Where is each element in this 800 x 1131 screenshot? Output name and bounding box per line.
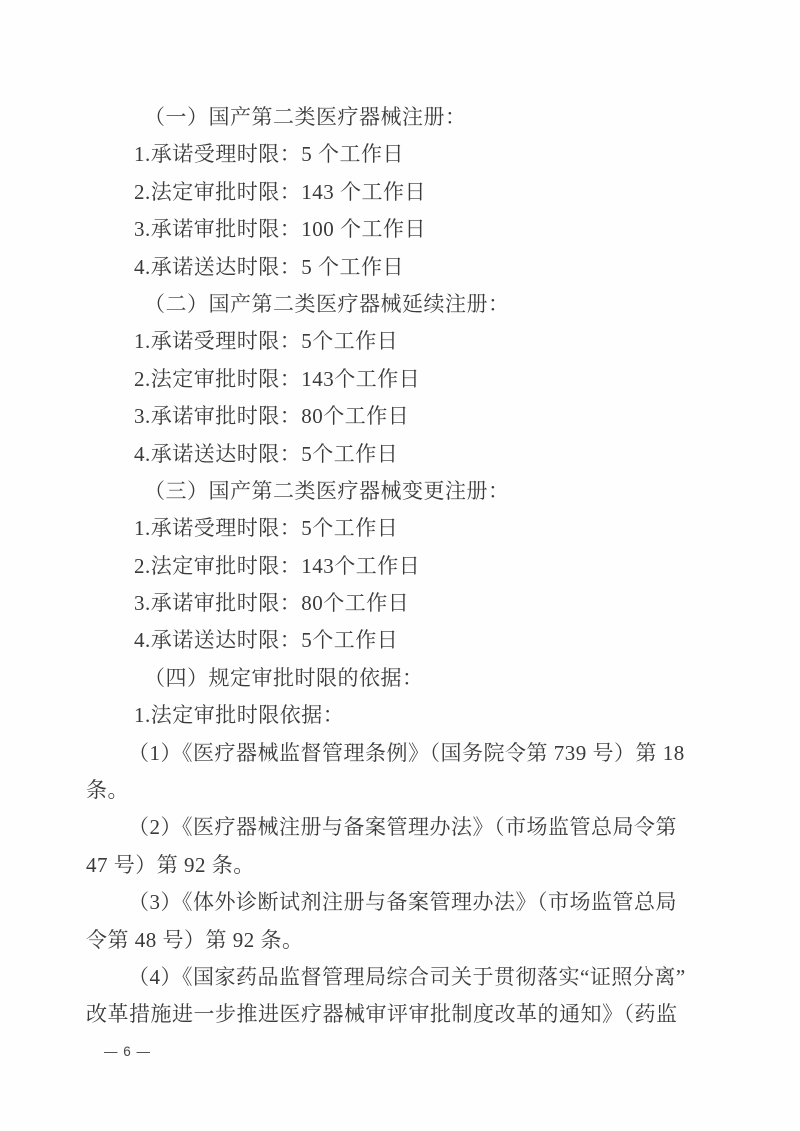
list-item: 4.承诺送达时限：5 个工作日 <box>134 254 404 279</box>
list-item: 3.承诺审批时限：80个工作日 <box>134 591 410 616</box>
list-item: 2.法定审批时限：143个工作日 <box>134 553 421 578</box>
reference-line: （2）《医疗器械注册与备案管理办法》（市场监管总局令第 <box>128 815 677 840</box>
section-heading-2: （二）国产第二类医疗器械延续注册： <box>144 291 510 316</box>
reference-line: 改革措施进一步推进医疗器械审评审批制度改革的通知》（药监 <box>86 1002 678 1027</box>
section-heading-3: （三）国产第二类医疗器械变更注册： <box>144 478 510 503</box>
list-item: 3.承诺审批时限：100 个工作日 <box>134 217 426 242</box>
list-item: 3.承诺审批时限：80个工作日 <box>134 404 410 429</box>
list-item: 1.承诺受理时限：5个工作日 <box>134 329 399 354</box>
reference-line: （4）《国家药品监督管理局综合司关于贯彻落实“证照分离” <box>128 964 686 989</box>
reference-line: （1）《医疗器械监督管理条例》（国务院令第 739 号）第 18 <box>128 740 685 765</box>
list-item: 2.法定审批时限：143 个工作日 <box>134 179 426 204</box>
list-item: 1.法定审批时限依据： <box>134 703 345 728</box>
list-item: 1.承诺受理时限：5个工作日 <box>134 516 399 541</box>
section-heading-1: （一）国产第二类医疗器械注册： <box>144 105 467 129</box>
reference-line: 条。 <box>86 778 129 803</box>
reference-line: 令第 48 号）第 92 条。 <box>86 927 304 952</box>
list-item: 1.承诺受理时限：5 个工作日 <box>134 142 404 167</box>
list-item: 4.承诺送达时限：5个工作日 <box>134 441 399 466</box>
section-heading-4: （四）规定审批时限的依据： <box>144 665 424 690</box>
page-number: — 6 — <box>104 1044 152 1059</box>
reference-line: 47 号）第 92 条。 <box>86 852 255 877</box>
document-body <box>86 99 726 1034</box>
list-item: 4.承诺送达时限：5个工作日 <box>134 628 399 653</box>
list-item: 2.法定审批时限：143个工作日 <box>134 366 421 391</box>
reference-line: （3）《体外诊断试剂注册与备案管理办法》（市场监管总局 <box>128 890 677 915</box>
